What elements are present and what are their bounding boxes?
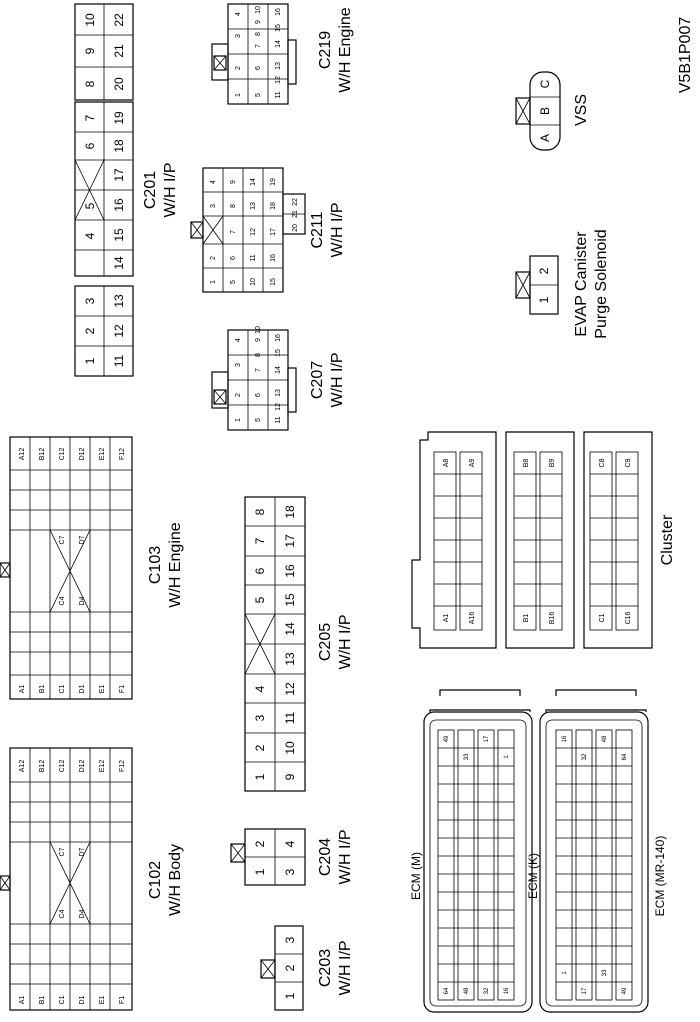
pin-label: 18	[270, 202, 277, 210]
pin-label: 5	[83, 202, 97, 210]
pin-label: 2	[235, 393, 242, 397]
pin-label: 14	[112, 256, 126, 270]
connector-c207	[212, 326, 346, 430]
connector-c102	[0, 748, 184, 1010]
pin-label: A1	[443, 613, 450, 623]
connector-evap-purge-solenoid	[516, 229, 610, 338]
c204-name: C204	[317, 837, 334, 877]
pin-label: 9	[230, 180, 237, 184]
pin-label: C	[538, 79, 552, 89]
reference-code: V5B1P007	[677, 16, 694, 94]
pin-label: 17	[270, 228, 277, 236]
pin-label: C4	[59, 909, 66, 919]
pin-label: 17	[112, 168, 126, 182]
pin-label: C7	[59, 847, 66, 857]
pin-label: 15	[275, 24, 282, 32]
pin-label: 12	[112, 324, 126, 338]
pin-label: E1	[99, 684, 106, 694]
pin-label: 16	[504, 987, 510, 995]
pin-label: 6	[83, 142, 97, 150]
pin-label: C1	[59, 684, 66, 694]
pin-label: 14	[275, 366, 282, 374]
c201-harness: W/H I/P	[162, 162, 179, 218]
pin-label: 4	[283, 840, 297, 848]
connector-c219	[212, 4, 354, 104]
pin-label: 12	[275, 403, 282, 411]
pin-label: 17	[283, 534, 297, 548]
pin-label: 10	[255, 6, 262, 14]
pin-label: D4	[79, 596, 86, 606]
pin-label: 9	[283, 773, 297, 781]
pin-label: 5	[255, 418, 262, 422]
pin-label: B8	[523, 458, 530, 468]
pin-label: 33	[464, 753, 470, 761]
pin-label: D1	[79, 684, 86, 694]
pin-label: B	[538, 106, 552, 116]
pin-label: 18	[112, 139, 126, 153]
pin-label: 64	[444, 987, 450, 995]
connector-ecm-m	[409, 690, 532, 1012]
pin-label: 7	[253, 537, 267, 545]
pin-label: 6	[253, 567, 267, 575]
pin-label: 5	[230, 280, 237, 284]
pin-label: 3	[253, 714, 267, 722]
pin-label: 13	[112, 294, 126, 308]
pin-label: 2	[253, 840, 267, 848]
connector-ecm-k	[526, 690, 667, 1012]
pin-label: 11	[283, 711, 297, 725]
pin-label: 15	[270, 278, 277, 286]
pin-label: D1	[79, 995, 86, 1005]
pin-label: 9	[83, 47, 97, 55]
pin-label: 1	[253, 868, 267, 876]
pin-label: 20	[112, 77, 126, 91]
pin-label: 4	[235, 12, 242, 16]
pin-label: 2	[235, 66, 242, 70]
ecm-m-name: ECM (M)	[409, 852, 423, 900]
pin-label: 8	[83, 80, 97, 88]
pin-label: 16	[562, 735, 568, 743]
pin-label: D7	[79, 847, 86, 857]
pin-label: 18	[283, 505, 297, 519]
pin-label: B12	[39, 759, 46, 773]
pin-label: C12	[59, 447, 66, 461]
pin-label: 1	[235, 418, 242, 422]
connector-cluster	[412, 432, 676, 648]
pin-label: 14	[275, 40, 282, 48]
cluster-name: Cluster	[659, 514, 676, 566]
pin-label: 11	[112, 354, 126, 368]
pin-label: 7	[255, 368, 262, 372]
pin-label: 33	[602, 969, 608, 977]
connector-c204	[231, 829, 354, 885]
pin-label: 11	[275, 416, 282, 424]
pin-label: 1	[83, 357, 97, 365]
pin-label: 3	[210, 204, 217, 208]
pin-label: A9	[469, 458, 476, 468]
pin-label: 15	[275, 349, 282, 357]
pin-label: 9	[255, 338, 262, 342]
pin-label: 22	[292, 198, 299, 206]
ecm-mr140-name: ECM (MR-140)	[653, 835, 667, 917]
pin-label: 4	[235, 338, 242, 342]
c205-harness: W/H I/P	[337, 614, 354, 670]
pin-label: 49	[444, 735, 450, 743]
pin-label: 64	[622, 753, 628, 761]
pin-label: 22	[112, 13, 126, 27]
pin-label: B1	[523, 613, 530, 623]
pin-label: F12	[119, 759, 126, 773]
pin-label: C7	[59, 535, 66, 545]
c102-name: C102	[147, 860, 164, 900]
pin-label: B1	[39, 995, 46, 1005]
pin-label: 2	[537, 267, 551, 275]
connector-c203	[261, 926, 354, 1010]
pin-label: 16	[283, 564, 297, 578]
connector-c211	[191, 168, 346, 292]
pin-label: 5	[253, 596, 267, 604]
connector-c201	[75, 4, 179, 376]
pin-label: 7	[83, 114, 97, 122]
c219-harness: W/H Engine	[337, 7, 354, 93]
pin-label: E1	[99, 995, 106, 1005]
pin-label: 9	[255, 20, 262, 24]
pin-label: B16	[549, 611, 556, 625]
connector-c205	[245, 497, 354, 791]
pin-label: 3	[283, 868, 297, 876]
pin-label: 21	[292, 210, 299, 218]
pin-label: 2	[283, 964, 297, 972]
evap-name-line2: Purge Solenoid	[593, 229, 610, 339]
c103-name: C103	[147, 545, 164, 585]
pin-label: 1	[562, 971, 568, 975]
pin-label: C1	[599, 613, 606, 623]
pin-label: F1	[119, 684, 126, 694]
pin-label: 21	[112, 44, 126, 58]
pin-label: 13	[275, 62, 282, 70]
pin-label: 48	[464, 987, 470, 995]
pin-label: C16	[625, 611, 632, 625]
connector-c103	[0, 437, 184, 699]
pin-label: 8	[255, 353, 262, 357]
c102-harness: W/H Body	[167, 843, 184, 917]
pin-label: 3	[235, 363, 242, 367]
c211-harness: W/H I/P	[329, 202, 346, 258]
pin-label: A1	[19, 684, 26, 694]
pin-label: 14	[283, 622, 297, 636]
pin-label: 32	[484, 987, 490, 995]
pin-label: 1	[537, 296, 551, 304]
c211-name: C211	[309, 211, 326, 249]
pin-label: 16	[275, 334, 282, 342]
c207-name: C207	[309, 360, 326, 400]
pin-label: 13	[275, 389, 282, 397]
pin-label: 10	[83, 13, 97, 27]
pin-label: A8	[443, 458, 450, 468]
pin-label: C1	[59, 995, 66, 1005]
pin-label: 6	[255, 393, 262, 397]
pin-label: 1	[253, 773, 267, 781]
c203-name: C203	[317, 948, 334, 988]
pin-label: A1	[19, 995, 26, 1005]
pin-label: D7	[79, 535, 86, 545]
pin-label: 15	[112, 228, 126, 242]
pin-label: B9	[549, 458, 556, 468]
evap-name-line1: EVAP Canister	[573, 231, 590, 337]
pin-label: A	[538, 133, 552, 143]
pin-label: 8	[230, 204, 237, 208]
c219-name: C219	[317, 30, 334, 70]
pin-label: D12	[79, 447, 86, 461]
pin-label: 1	[210, 280, 217, 284]
pin-label: 7	[255, 44, 262, 48]
c207-harness: W/H I/P	[329, 352, 346, 408]
pin-label: 12	[275, 76, 282, 84]
c203-harness: W/H I/P	[337, 940, 354, 996]
pin-label: 19	[112, 111, 126, 125]
pin-label: 7	[230, 230, 237, 234]
pin-label: E12	[99, 759, 106, 773]
pin-label: 10	[283, 741, 297, 755]
pin-label: 3	[235, 34, 242, 38]
pin-label: 17	[582, 987, 588, 995]
pin-label: 20	[292, 224, 299, 232]
pin-label: C8	[599, 458, 606, 468]
pin-label: A12	[19, 447, 26, 461]
pin-label: 8	[255, 32, 262, 36]
pin-label: 4	[83, 232, 97, 240]
c201-name: C201	[142, 170, 159, 210]
c103-harness: W/H Engine	[167, 522, 184, 608]
pin-label: F12	[119, 447, 126, 461]
pin-label: 6	[255, 66, 262, 70]
pin-label: 17	[484, 735, 490, 743]
pin-label: 13	[283, 652, 297, 666]
pin-label: 3	[83, 297, 97, 305]
pin-label: 5	[255, 93, 262, 97]
pin-label: 13	[250, 202, 257, 210]
pin-label: 2	[83, 327, 97, 335]
pin-label: A16	[469, 611, 476, 625]
pin-label: 49	[622, 987, 628, 995]
connector-vss	[516, 72, 590, 150]
pin-label: C12	[59, 759, 66, 773]
pin-label: 16	[270, 254, 277, 262]
pin-label: 1	[504, 755, 510, 759]
pin-label: 11	[275, 91, 282, 99]
pin-label: 16	[112, 198, 126, 212]
pin-label: 1	[283, 992, 297, 1000]
pin-label: 11	[250, 254, 257, 262]
pin-label: B12	[39, 447, 46, 461]
pin-label: 6	[230, 256, 237, 260]
pin-label: 32	[582, 753, 588, 761]
pin-label: 12	[283, 682, 297, 696]
pin-label: D12	[79, 759, 86, 773]
pin-label: 1	[235, 93, 242, 97]
pin-label: 3	[283, 936, 297, 944]
pin-label: 15	[283, 593, 297, 607]
pin-label: D4	[79, 909, 86, 919]
ecm-k-name: ECM (K)	[526, 853, 540, 899]
pin-label: 48	[602, 735, 608, 743]
pin-label: 10	[250, 278, 257, 286]
pin-label: F1	[119, 995, 126, 1005]
pin-label: 2	[253, 744, 267, 752]
pin-label: 10	[255, 326, 262, 334]
c204-harness: W/H I/P	[337, 829, 354, 885]
pin-label: A12	[19, 759, 26, 773]
pin-label: 19	[270, 178, 277, 186]
pin-label: 2	[210, 256, 217, 260]
pin-label: 8	[253, 508, 267, 516]
pin-label: 12	[250, 228, 257, 236]
pin-label: 4	[253, 685, 267, 693]
c205-name: C205	[317, 622, 334, 662]
pin-label: C4	[59, 596, 66, 606]
pin-label: C9	[625, 458, 632, 468]
pin-label: 14	[250, 178, 257, 186]
pin-label: B1	[39, 684, 46, 694]
pin-label: 16	[275, 8, 282, 16]
vss-name: VSS	[573, 93, 590, 127]
pin-label: E12	[99, 447, 106, 461]
pin-label: 4	[210, 180, 217, 184]
